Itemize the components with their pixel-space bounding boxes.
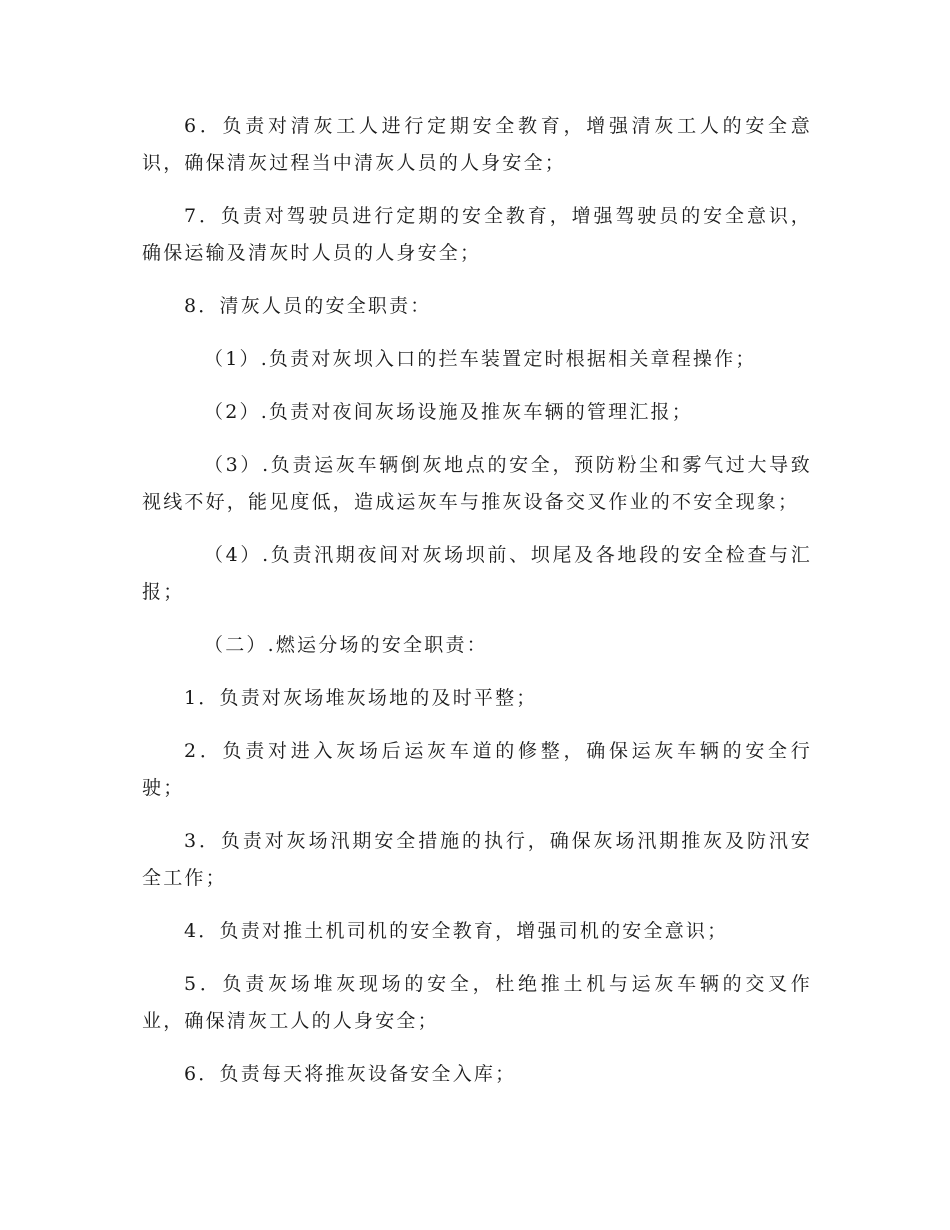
- section-heading-2: （二）.燃运分场的安全职责：: [204, 634, 488, 656]
- paragraph-subitem-3: （3）.负责运灰车辆倒灰地点的安全，预防粉尘和雾气过大导致视线不好，能见度低，造成运灰车与推灰设备交叉作业的不安全现象；: [142, 454, 812, 513]
- paragraph-subitem-2: （2）.负责对夜间灰场设施及推灰车辆的管理汇报；: [204, 401, 693, 423]
- paragraph-item-6b: 6．负责每天将推灰设备安全入库；: [184, 1063, 517, 1085]
- paragraph-item-6: 6．负责对清灰工人进行定期安全教育，增强清灰工人的安全意识，确保清灰过程当中清灰人员的人身安全；: [142, 115, 812, 174]
- paragraph-item-8-heading: 8．清灰人员的安全职责：: [184, 295, 432, 317]
- paragraph-item-3: 3．负责对灰场汛期安全措施的执行，确保灰场汛期推灰及防汛安全工作；: [142, 830, 812, 889]
- paragraph-item-5: 5．负责灰场堆灰现场的安全，杜绝推土机与运灰车辆的交叉作业，确保清灰工人的人身安全；: [142, 973, 812, 1032]
- paragraph-item-7: 7．负责对驾驶员进行定期的安全教育，增强驾驶员的安全意识，确保运输及清灰时人员的人身安全；: [142, 205, 812, 264]
- paragraph-item-2: 2．负责对进入灰场后运灰车道的修整，确保运灰车辆的安全行驶；: [142, 740, 812, 799]
- paragraph-item-4: 4．负责对推土机司机的安全教育，增强司机的安全意识；: [184, 920, 729, 942]
- paragraph-item-1: 1．负责对灰场堆灰场地的及时平整；: [184, 687, 538, 709]
- paragraph-subitem-1: （1）.负责对灰坝入口的拦车装置定时根据相关章程操作；: [204, 348, 757, 370]
- document-body: [142, 108, 812, 1109]
- paragraph-subitem-4: （4）.负责汛期夜间对灰场坝前、坝尾及各地段的安全检查与汇报；: [142, 544, 812, 603]
